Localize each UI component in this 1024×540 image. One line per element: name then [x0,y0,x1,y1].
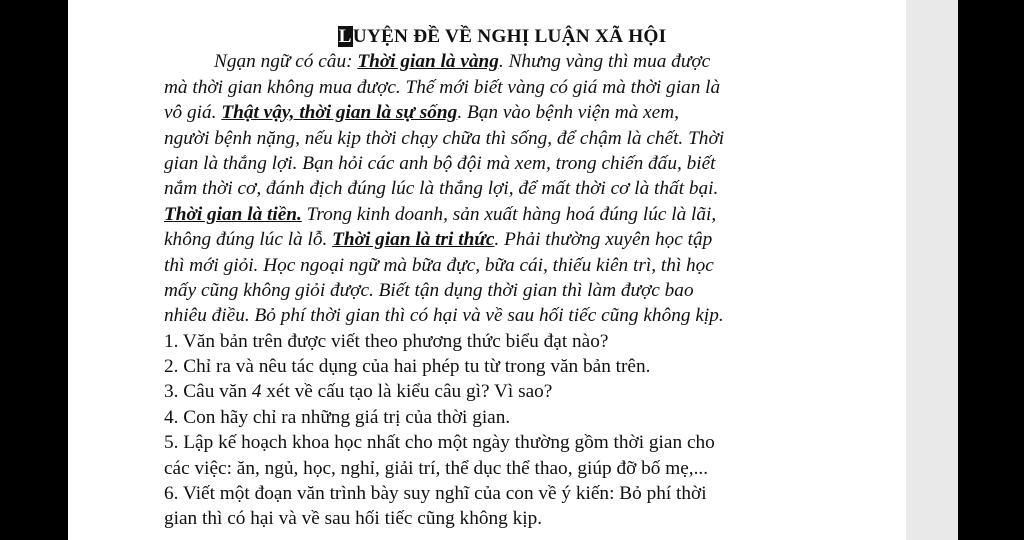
scroll-gutter[interactable] [906,0,958,540]
passage-line [164,49,824,74]
passage-line [164,100,824,125]
passage [164,49,824,328]
question-text: xét về cấu tạo là kiểu câu gì? Vì sao? [261,381,553,403]
question-6: 6. Viết một đoạn văn trình bày suy nghĩ của con về ý kiến: Bỏ phí thời [164,483,707,505]
passage-text: không đúng lúc là lỗ. [164,229,333,251]
sentence-number: 4 [251,381,262,403]
key-phrase: Thời gian là vàng [357,51,499,73]
question-3 [164,379,824,404]
document-text [164,24,824,532]
passage-line: nhiêu điều. Bỏ phí thời gian thì có hại và về sau hối tiếc cũng không kịp. [164,305,724,327]
key-phrase: Thật vậy, thời gian là sự sống [221,102,458,124]
passage-line: mà thời gian không mua được. Thế mới biết vàng có giá mà thời gian là [164,76,721,98]
passage-line: nắm thời cơ, đánh địch đúng lúc là thắng lợi, để mất thời cơ là thất bại. [164,178,719,200]
passage-line: thì mới giỏi. Học ngoại ngữ mà bữa đực, bữa cái, thiếu kiên trì, thì học [164,254,714,276]
question-2: 2. Chỉ ra và nêu tác dụng của hai phép tu từ trong văn bản trên. [164,356,651,378]
question-list [164,329,824,532]
passage-line: người bệnh nặng, nếu kịp thời chạy chữa thì sống, để chậm là chết. Thời [164,127,725,149]
question-text: 3. Câu văn [164,381,252,403]
passage-line: gian là thắng lợi. Bạn hỏi các anh bộ đội mà xem, trong chiến đấu, biết [164,152,716,174]
question-1: 1. Văn bản trên được viết theo phương thức biểu đạt nào? [164,330,609,352]
document-page [68,0,906,540]
question-5: 5. Lập kế hoạch khoa học nhất cho một ngày thường gồm thời gian cho [164,432,715,454]
key-phrase: Thời gian là tiền. [164,203,302,225]
passage-text: . Phải thường xuyên học tập [494,229,713,251]
passage-text: . Nhưng vàng thì mua được [498,51,711,73]
passage-text: Trong kinh doanh, sản xuất hàng hoá đúng lúc là lãi, [301,203,717,225]
passage-line [164,202,824,227]
text-cursor-selection: L [338,26,352,47]
passage-line [164,227,824,252]
title-text: UYỆN ĐỀ VỀ NGHỊ LUẬN XÃ HỘI [352,26,667,47]
passage-text: vô giá. [164,102,222,124]
passage-text: . Bạn vào bệnh viện mà xem, [457,102,679,124]
question-6-continued: gian thì có hại và về sau hối tiếc cũng không kịp. [164,508,543,530]
passage-text: Ngạn ngữ có câu: [214,51,358,73]
key-phrase: Thời gian là tri thức [332,229,495,251]
passage-line: mấy cũng không giỏi được. Biết tận dụng thời gian thì làm được bao [164,279,694,301]
document-title [164,24,824,49]
question-5-continued: các việc: ăn, ngủ, học, nghỉ, giải trí, thể dục thể thao, giúp đỡ bố mẹ,... [164,457,709,479]
question-4: 4. Con hãy chỉ ra những giá trị của thời gian. [164,406,511,428]
